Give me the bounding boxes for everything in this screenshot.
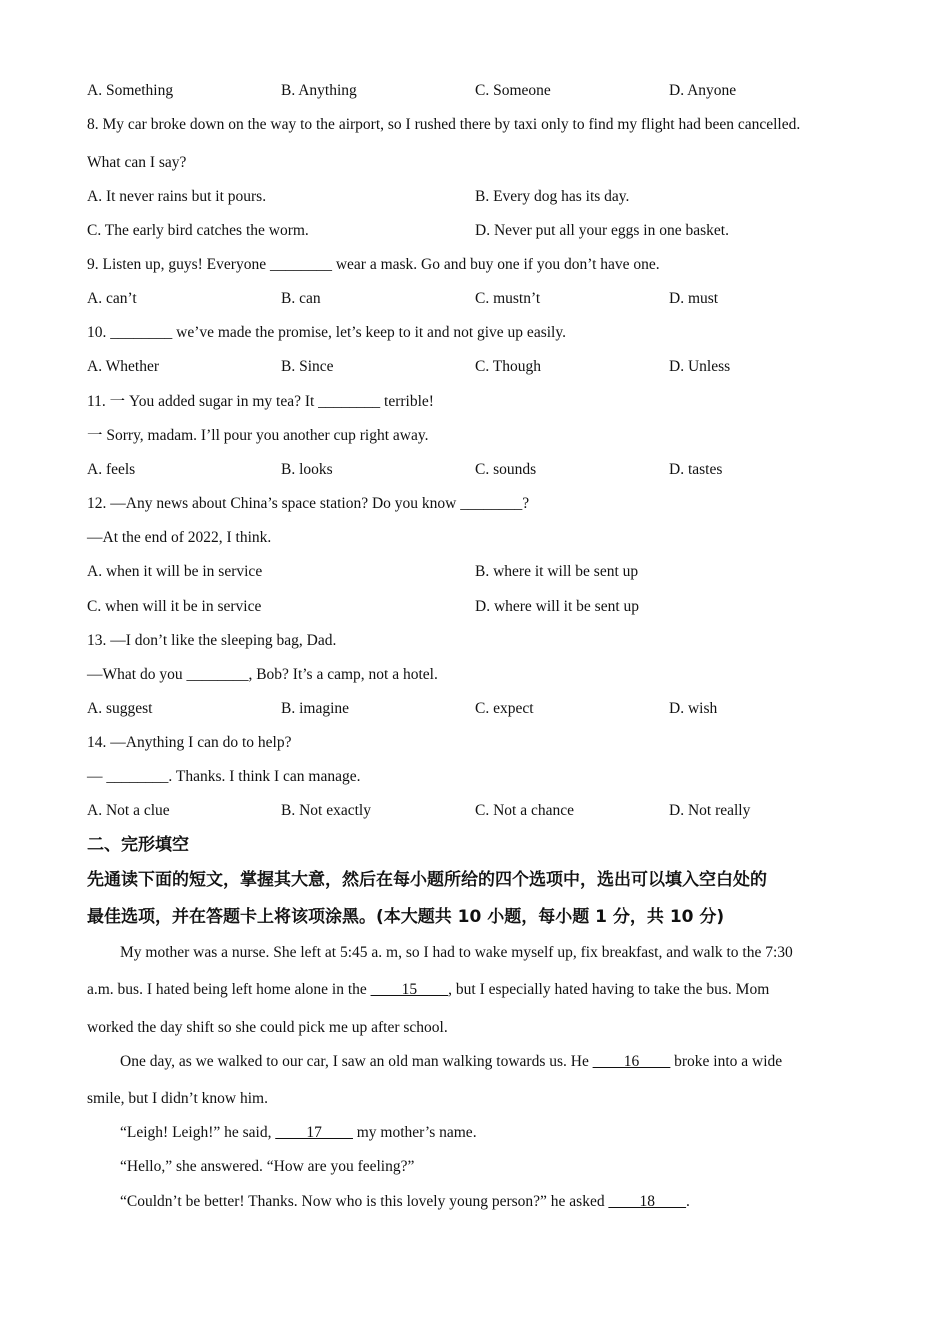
- q9-option-c: C. mustn’t: [475, 290, 541, 307]
- q8-stem-line1: 8. My car broke down on the way to the airport, so I rushed there by taxi only to find my flight had been cancelled.: [87, 116, 801, 133]
- q10-stem: 10. ________ we’ve made the promise, let’s keep to it and not give up easily.: [87, 324, 566, 341]
- q8-option-d: D. Never put all your eggs in one basket.: [475, 222, 729, 239]
- q8-option-a: A. It never rains but it pours.: [87, 188, 267, 205]
- section-title: 二、完形填空: [87, 835, 189, 855]
- passage-p4: “Hello,” she answered. “How are you feeling?”: [120, 1158, 415, 1175]
- passage-p1-line1: My mother was a nurse. She left at 5:45 a. m, so I had to wake myself up, fix breakfast, and walk to the 7:30: [120, 944, 793, 961]
- q9-option-d: D. must: [669, 290, 719, 307]
- q10-option-b: B. Since: [281, 358, 334, 375]
- passage-text: .: [685, 1193, 690, 1210]
- q7-option-a: A. Something: [87, 82, 174, 99]
- q13-option-a: A. suggest: [87, 700, 153, 717]
- blank-16: ____16____: [592, 1053, 671, 1070]
- q8-option-c: C. The early bird catches the worm.: [87, 222, 309, 239]
- passage-text: a.m. bus. I hated being left home alone in the: [87, 981, 371, 998]
- q7-option-d: D. Anyone: [669, 82, 737, 99]
- q10-option-c: C. Though: [475, 358, 542, 375]
- q13-reply: —What do you ________, Bob? It’s a camp, not a hotel.: [87, 666, 438, 683]
- q10-option-a: A. Whether: [87, 358, 160, 375]
- q9-option-a: A. can’t: [87, 290, 137, 307]
- q9-option-b: B. can: [281, 290, 321, 307]
- blank-18: ____18____: [608, 1193, 686, 1210]
- q12-option-a: A. when it will be in service: [87, 563, 263, 580]
- passage-p1-line2: [87, 980, 862, 1000]
- section-instruction-line1: 先通读下面的短文，掌握其大意，然后在每小题所给的四个选项中，选出可以填入空白处的: [87, 870, 767, 890]
- passage-p1-line3: worked the day shift so she could pick me up after school.: [87, 1019, 448, 1036]
- q11-option-b: B. looks: [281, 461, 333, 478]
- passage-p2-line1: [120, 1052, 895, 1072]
- passage-text: , but I especially hated having to take the bus. Mom: [448, 981, 770, 998]
- q12-reply: —At the end of 2022, I think.: [87, 529, 272, 546]
- passage-text: broke into a wide: [670, 1053, 783, 1070]
- q13-option-d: D. wish: [669, 700, 718, 717]
- passage-text: One day, as we walked to our car, I saw an old man walking towards us. He: [120, 1053, 593, 1070]
- q13-option-c: C. expect: [475, 700, 534, 717]
- blank-15: ____15____: [370, 981, 449, 998]
- q14-option-c: C. Not a chance: [475, 802, 574, 819]
- q11-option-d: D. tastes: [669, 461, 723, 478]
- q11-option-c: C. sounds: [475, 461, 537, 478]
- q9-stem: 9. Listen up, guys! Everyone ________ wear a mask. Go and buy one if you don’t have one.: [87, 256, 660, 273]
- q12-option-b: B. where it will be sent up: [475, 563, 639, 580]
- q10-option-d: D. Unless: [669, 358, 731, 375]
- passage-text: my mother’s name.: [352, 1124, 477, 1141]
- q7-option-b: B. Anything: [281, 82, 357, 99]
- q11-stem: 11. 一 You added sugar in my tea? It ________ terrible!: [87, 393, 434, 410]
- q12-option-d: D. where will it be sent up: [475, 598, 640, 615]
- q11-reply: 一 Sorry, madam. I’ll pour you another cup right away.: [87, 427, 429, 444]
- q12-stem: 12. —Any news about China’s space station? Do you know ________?: [87, 495, 530, 512]
- q14-option-a: A. Not a clue: [87, 802, 170, 819]
- q14-reply: — ________. Thanks. I think I can manage.: [87, 768, 361, 785]
- q7-option-c: C. Someone: [475, 82, 551, 99]
- passage-text: “Couldn’t be better! Thanks. Now who is this lovely young person?” he asked: [120, 1193, 609, 1210]
- q14-option-d: D. Not really: [669, 802, 751, 819]
- q13-stem: 13. —I don’t like the sleeping bag, Dad.: [87, 632, 337, 649]
- passage-p3: [120, 1123, 895, 1143]
- section-instruction-line2: 最佳选项，并在答题卡上将该项涂黑。(本大题共 10 小题，每小题 1 分，共 10 分): [87, 907, 725, 927]
- q13-option-b: B. imagine: [281, 700, 350, 717]
- q12-option-c: C. when will it be in service: [87, 598, 262, 615]
- passage-text: “Leigh! Leigh!” he said,: [120, 1124, 276, 1141]
- blank-17: ____17____: [275, 1124, 353, 1141]
- passage-p2-line2: smile, but I didn’t know him.: [87, 1090, 268, 1107]
- q8-option-b: B. Every dog has its day.: [475, 188, 630, 205]
- q11-option-a: A. feels: [87, 461, 136, 478]
- q8-stem-line2: What can I say?: [87, 154, 187, 171]
- q14-stem: 14. —Anything I can do to help?: [87, 734, 292, 751]
- passage-p5: [120, 1192, 895, 1212]
- q14-option-b: B. Not exactly: [281, 802, 371, 819]
